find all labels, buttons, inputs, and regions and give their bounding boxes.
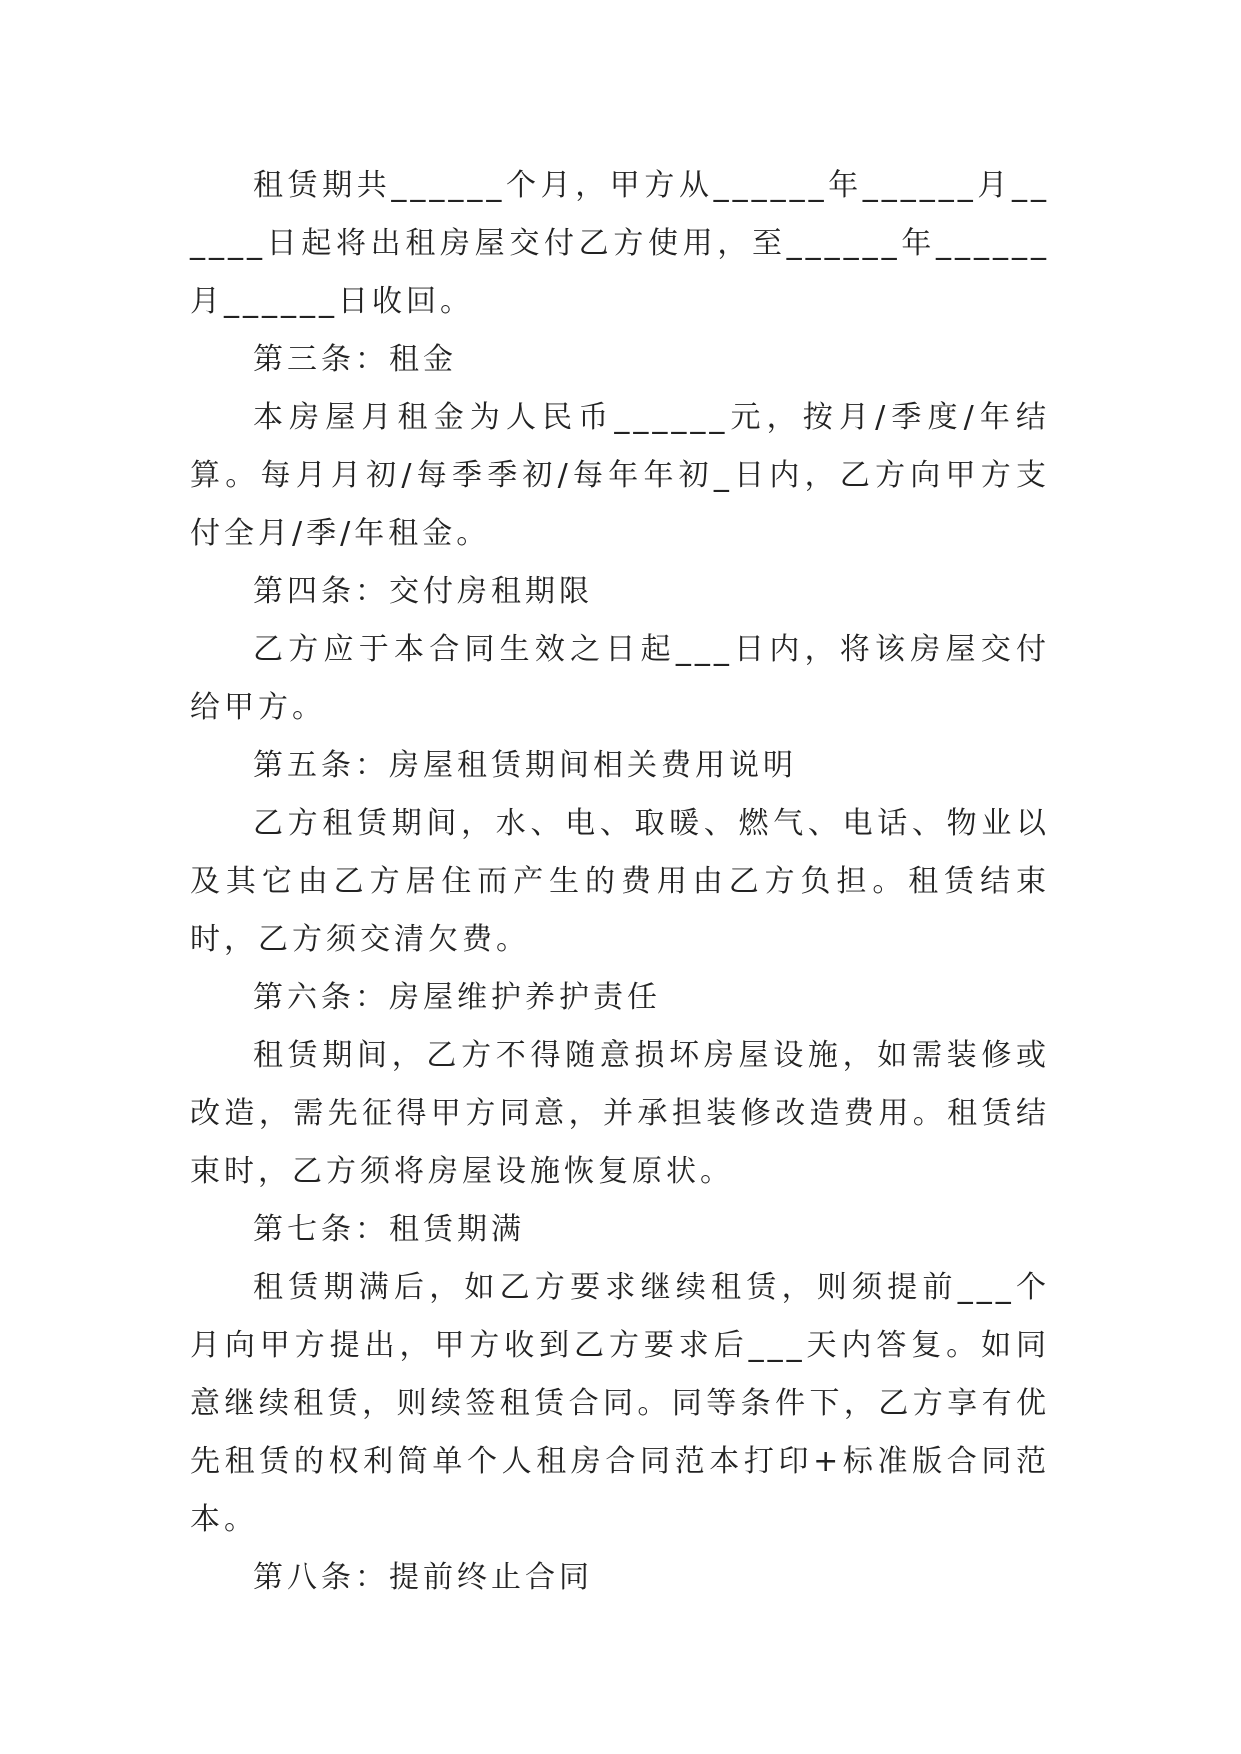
paragraph-delivery-term: 乙方应于本合同生效之日起___日内，将该房屋交付给甲方。: [190, 632, 1050, 725]
heading-article-7: 第七条：租赁期满: [253, 1212, 525, 1247]
paragraph-fees: 乙方租赁期间，水、电、取暖、燃气、电话、物业以及其它由乙方居住而产生的费用由乙方负担。租赁结束时，乙方须交清欠费。: [190, 806, 1050, 957]
paragraph-rent: 本房屋月租金为人民币______元，按月/季度/年结算。每月月初/每季季初/每年年初_日内，乙方向甲方支付全月/季/年租金。: [190, 400, 1050, 551]
heading-article-4: 第四条：交付房租期限: [253, 574, 593, 609]
heading-article-6: 第六条：房屋维护养护责任: [253, 980, 661, 1015]
document-body: [190, 157, 1050, 1607]
paragraph-lease-expiry: 租赁期满后，如乙方要求继续租赁，则须提前___个月向甲方提出，甲方收到乙方要求后___天内答复。如同意继续租赁，则续签租赁合同。同等条件下，乙方享有优先租赁的权利简单个人租房合同范本打印+标准版合同范本。: [190, 1270, 1050, 1537]
heading-article-5: 第五条：房屋租赁期间相关费用说明: [253, 748, 797, 783]
paragraph-maintenance: 租赁期间，乙方不得随意损坏房屋设施，如需装修或改造，需先征得甲方同意，并承担装修改造费用。租赁结束时，乙方须将房屋设施恢复原状。: [190, 1038, 1050, 1189]
paragraph-lease-term: 租赁期共______个月，甲方从______年______月______日起将出租房屋交付乙方使用，至______年______月______日收回。: [190, 168, 1050, 319]
heading-article-3: 第三条：租金: [253, 342, 457, 377]
heading-article-8: 第八条：提前终止合同: [253, 1560, 593, 1595]
